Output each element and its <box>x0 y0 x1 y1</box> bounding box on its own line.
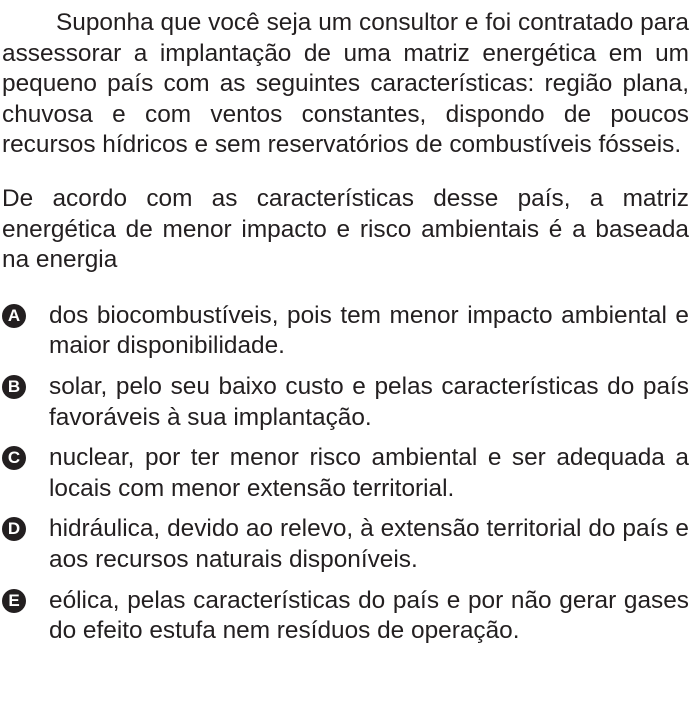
option-e-letter-icon: E <box>2 589 26 613</box>
option-a[interactable] <box>2 301 689 362</box>
question-prompt: De acordo com as características desse país, a matriz energética de menor impacto e risco ambientais é a baseada na energia <box>2 184 689 274</box>
option-b-letter-icon: B <box>2 375 26 399</box>
option-c-text: nuclear, por ter menor risco ambiental e ser adequada a locais com menor extensão territorial. <box>49 444 689 502</box>
question-page <box>2 8 689 647</box>
option-a-text: dos biocombustíveis, pois tem menor impacto ambiental e maior disponibilidade. <box>49 301 689 360</box>
answer-options <box>2 301 689 647</box>
option-e-text: eólica, pelas características do país e por não gerar gases do efeito estufa nem resíduos de operação. <box>49 586 689 645</box>
option-c[interactable] <box>2 443 689 504</box>
option-b[interactable] <box>2 372 689 433</box>
option-c-letter-icon: C <box>2 446 26 470</box>
option-d-text: hidráulica, devido ao relevo, à extensão territorial do país e aos recursos naturais disponíveis. <box>49 515 689 573</box>
option-d[interactable] <box>2 514 689 575</box>
question-intro: Suponha que você seja um consultor e foi contratado para assessorar a implantação de uma matriz energética em um pequeno país com as seguintes características: região plana, chuvosa e com ventos constantes, dispondo de poucos recursos hídricos e sem reservatórios de combustíveis fósseis. <box>2 9 689 159</box>
option-e[interactable] <box>2 586 689 647</box>
option-a-letter-icon: A <box>2 304 26 328</box>
option-b-text: solar, pelo seu baixo custo e pelas características do país favoráveis à sua implantação. <box>49 372 689 431</box>
option-d-letter-icon: D <box>2 517 26 541</box>
